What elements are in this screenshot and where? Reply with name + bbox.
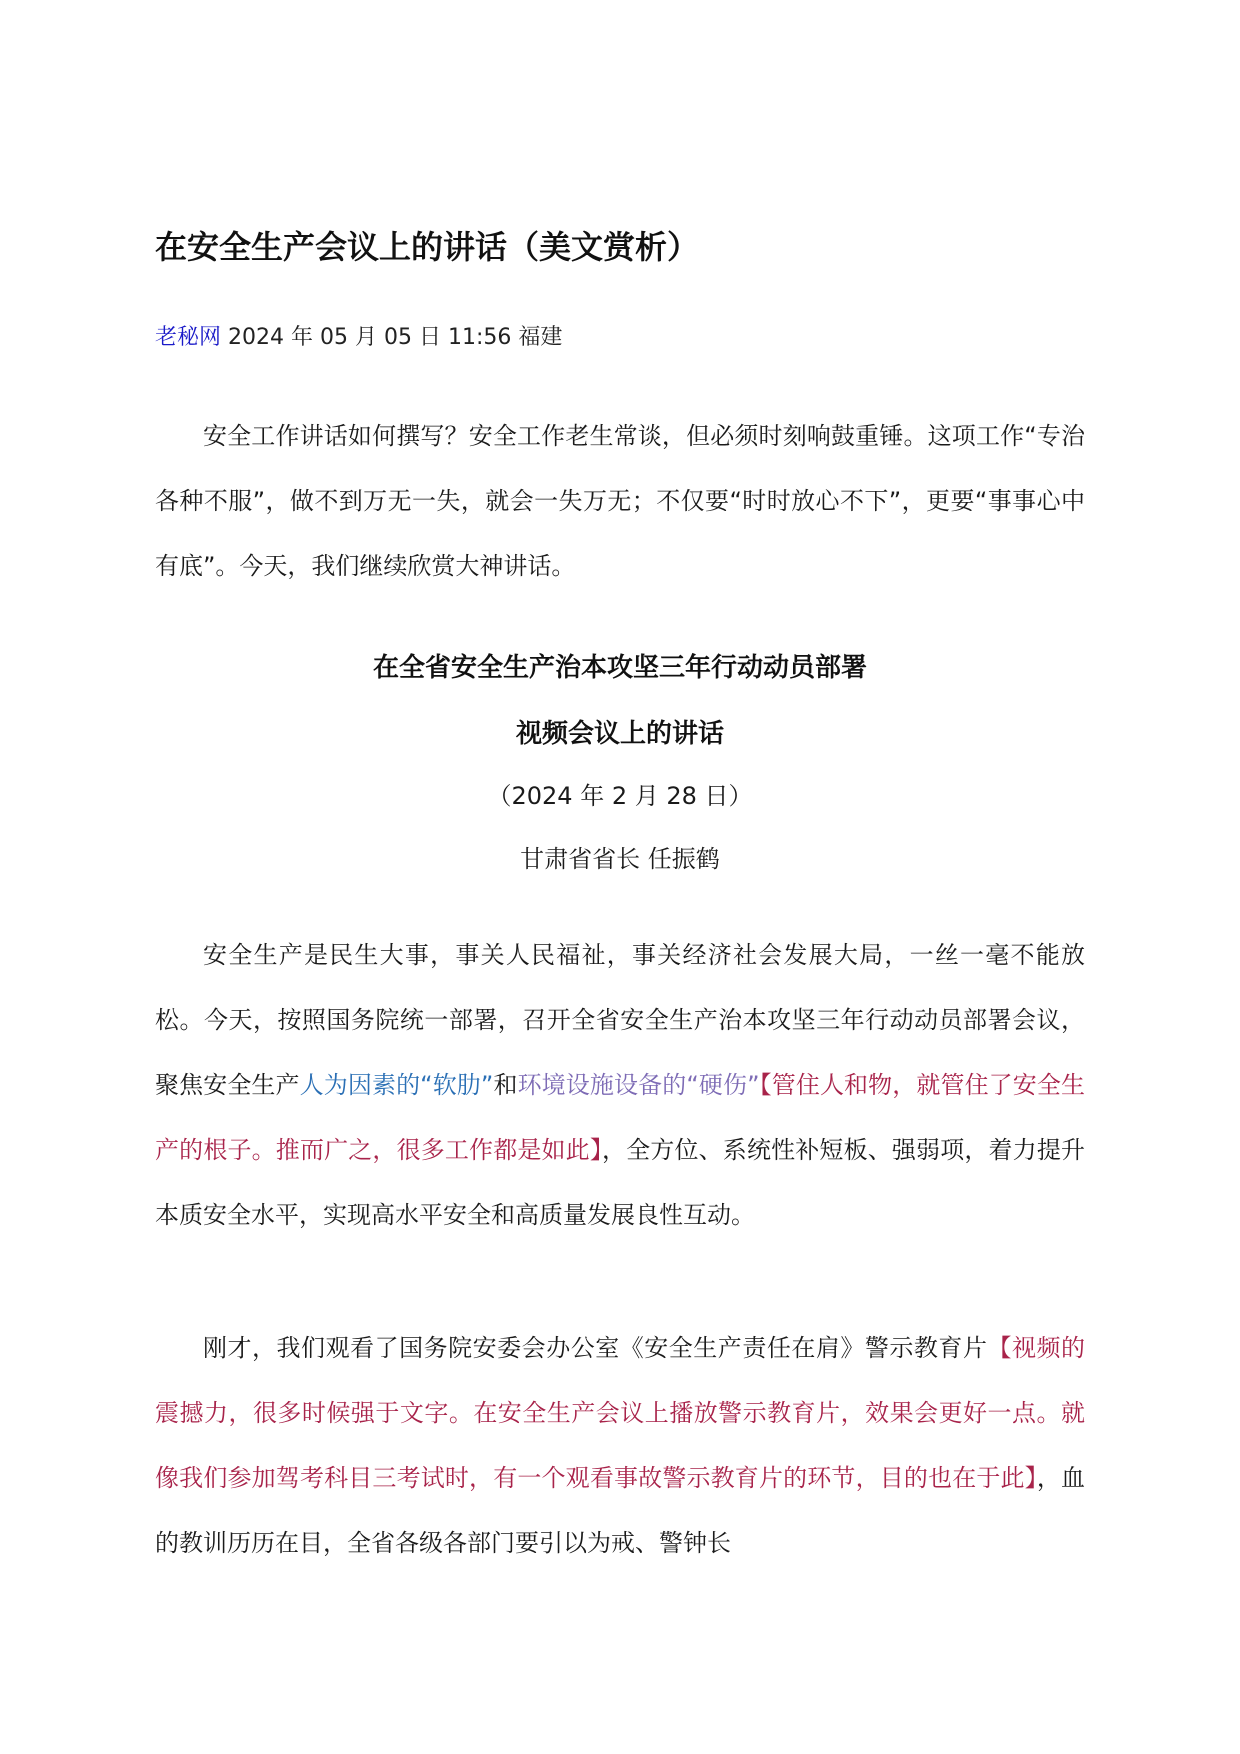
- article-title: 在安全生产会议上的讲话（美文赏析）: [155, 228, 700, 266]
- publish-location: 福建: [518, 325, 563, 350]
- highlight-hard-injury: 环境设施设备的“硬伤”: [517, 1071, 760, 1099]
- speech-title-line-1: 在全省安全生产治本攻坚三年行动动员部署: [372, 653, 867, 683]
- body-paragraph-2: [155, 1316, 1085, 1576]
- intro-paragraph: 安全工作讲话如何撰写？安全工作老生常谈，但必须时刻响鼓重锤。这项工作“专治各种不服”，做不到万无一失，就会一失万无；不仅要“时时放心不下”，更要“事事心中有底”。今天，我们继续欣赏大神讲话。: [155, 422, 1085, 580]
- speech-date: （2024 年 2 月 28 日）: [487, 782, 753, 810]
- paragraph-text: 安全生产是民生大事，事关人民福祉，事关经济社会发展大局，一丝一毫不能放松。今天，按照国务院统一部署，召开全省安全生产治本攻坚三年行动动员部署会议，聚焦安全生产: [155, 941, 1085, 1099]
- paragraph-text: 和: [493, 1071, 518, 1099]
- article-meta: [155, 320, 562, 351]
- speech-speaker: 甘肃省省长 任振鹤: [520, 845, 720, 873]
- paragraph-text: 刚才，我们观看了国务院安委会办公室《安全生产责任在肩》警示教育片: [203, 1334, 988, 1362]
- highlight-soft-spot: 人为因素的“软肋”: [299, 1071, 494, 1099]
- editor-comment: 【视频的震撼力，很多时候强于文字。在安全生产会议上播放警示教育片，效果会更好一点。就像我们参加驾考科目三考试时，有一个观看事故警示教育片的环节，目的也在于此】: [155, 1334, 1086, 1492]
- publish-datetime: 2024 年 05 月 05 日 11:56: [228, 325, 512, 350]
- paragraph-text: ，全方位、系统性补短板、强弱项，着力提升本质安全水平，实现高水平安全和高质量发展良性互动。: [155, 1136, 1085, 1229]
- body-paragraph-1: [155, 923, 1085, 1248]
- source-link[interactable]: 老秘网: [155, 325, 222, 350]
- editor-comment: 【管住人和物，就管住了安全生产的根子。推而广之，很多工作都是如此】: [155, 1071, 1086, 1164]
- speech-title-line-2: 视频会议上的讲话: [515, 719, 724, 749]
- paragraph-text: ，血的教训历历在目，全省各级各部门要引以为戒、警钟长: [155, 1464, 1086, 1557]
